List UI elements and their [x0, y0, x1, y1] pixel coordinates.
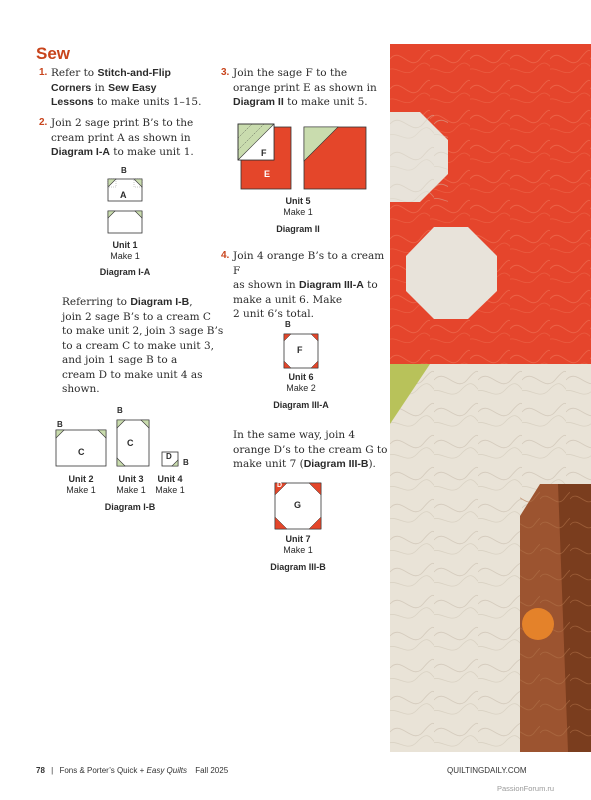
unit-6-caption: Unit 6 Make 2	[286, 372, 316, 393]
watermark: PassionForum.ru	[497, 784, 555, 793]
page-number: 78	[36, 766, 45, 775]
unit-4-corner-label: B	[183, 458, 189, 467]
magazine-name-a: Fons & Porter’s Quick +	[59, 766, 147, 775]
diagram-ib-figure	[50, 408, 200, 468]
unit-4-piece-label: D	[166, 452, 172, 461]
diagram-ii-piece-f: F	[261, 148, 267, 158]
diagram-ia-figure	[105, 165, 145, 235]
diagram-iiia-piece-b: B	[285, 320, 291, 329]
diagram-ii-figure	[238, 124, 368, 192]
step-4: 4. Join 4 orange B’s to a cream F as shown in Diagram III-A to make a unit 6. Make 2 unit 6’s total.	[221, 250, 385, 320]
magazine-name-b: Easy Quilts	[146, 766, 187, 775]
diagram-iiia-label: Diagram III-A	[273, 400, 329, 410]
step-3: 3. Join the sage F to the orange print E as shown in Diagram II to make unit 5.	[221, 67, 377, 108]
unit-3-piece-label: C	[127, 438, 134, 448]
mushroom-stem	[520, 484, 591, 752]
unit-2-caption: Unit 2 Make 1	[66, 474, 96, 495]
diagram-iiia-piece-f: F	[297, 345, 303, 355]
website-link[interactable]: QUILTINGDAILY.COM	[447, 766, 527, 775]
diagram-ib-label: Diagram I-B	[104, 502, 156, 512]
mushroom-cap	[390, 44, 591, 364]
section-title: Sew	[36, 44, 71, 63]
issue-label: Fall 2025	[195, 766, 229, 775]
diagram-ii-piece-e: E	[264, 169, 271, 179]
diagram-iiib-instructions: In the same way, join 4 orange D’s to the cream G to make unit 7 (Diagram III-B).	[233, 429, 388, 470]
diagram-ib-instructions: Referring to Diagram I-B, join 2 sage B’s to a cream C to make unit 2, join 3 sage B’s to a cream C to make unit 3, and join 1 sage B to a cream D to make unit 4 as shown.	[62, 296, 224, 395]
unit-1-result	[108, 211, 142, 233]
step-1: 1. Refer to Stitch-and-Flip Corners in Sew Easy Lessons to make units 1–15.	[39, 67, 202, 108]
unit-3-caption: Unit 3 Make 1	[116, 474, 146, 495]
footer-separator: |	[51, 766, 54, 775]
diagram-iiib-piece-g: G	[294, 500, 302, 510]
quilt-photo	[390, 44, 591, 752]
unit-1-caption: Unit 1 Make 1	[110, 240, 140, 261]
unit-2-corner-label: B	[57, 420, 63, 429]
unit-5-result	[304, 127, 366, 189]
unit-2-piece-label: C	[78, 447, 85, 457]
diagram-iiib-label: Diagram III-B	[270, 562, 326, 572]
step-number: 4.	[221, 250, 230, 261]
unit-5-caption: Unit 5 Make 1	[283, 196, 313, 217]
diagram-iiib-piece-d: D	[277, 482, 283, 489]
step-number: 1.	[39, 67, 48, 78]
page-footer	[36, 766, 228, 775]
diagram-ia-label: Diagram I-A	[99, 267, 151, 277]
unit-7-caption: Unit 7 Make 1	[283, 534, 313, 555]
diagram-ia-piece-b: B	[121, 166, 127, 175]
diagram-ia-piece-a: A	[120, 190, 127, 200]
unit-3-corner-label: B	[117, 406, 123, 415]
step-number: 3.	[221, 67, 230, 78]
step-2: 2. Join 2 sage print B’s to the cream print A as shown in Diagram I-A to make unit 1.	[39, 117, 194, 158]
diagram-ii-label: Diagram II	[276, 224, 320, 234]
step-number: 2.	[39, 117, 48, 128]
unit-4-caption: Unit 4 Make 1	[155, 474, 185, 495]
